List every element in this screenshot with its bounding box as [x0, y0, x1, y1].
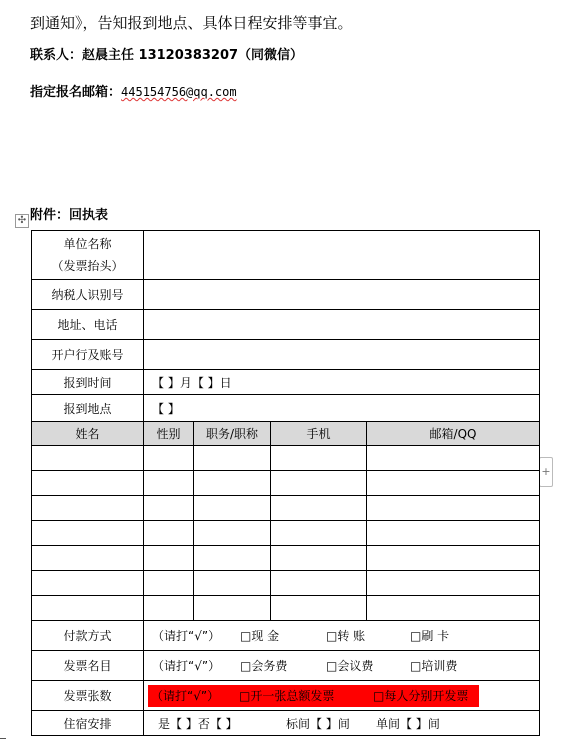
- cell-position[interactable]: [194, 471, 271, 496]
- row-attendee-header: [32, 422, 540, 446]
- page-edge-mark: [0, 738, 6, 739]
- lodging-standard-room[interactable]: 标间【 】间: [286, 716, 350, 731]
- header-position: 职务/职称: [194, 422, 271, 446]
- cell-email[interactable]: [367, 521, 540, 546]
- arrival-place-value: 【 】: [152, 401, 180, 416]
- contact-line: [30, 44, 303, 63]
- payment-note: （请打“√”）: [152, 629, 221, 643]
- invoice-item-field: [144, 651, 540, 681]
- attendee-row: [32, 521, 540, 546]
- cell-name[interactable]: [32, 446, 144, 471]
- cell-name[interactable]: [32, 546, 144, 571]
- cell-mobile[interactable]: [271, 571, 367, 596]
- tax-id-label: 纳税人识别号: [32, 280, 144, 310]
- invoice-item-note: （请打“√”）: [152, 659, 221, 673]
- row-address-phone: [32, 310, 540, 340]
- payment-option-card[interactable]: □刷 卡: [410, 629, 450, 643]
- unit-name-note: （发票抬头）: [51, 259, 124, 273]
- contact-label: 联系人：赵晨主任: [30, 48, 135, 63]
- attendee-row: [32, 496, 540, 521]
- cell-gender[interactable]: [144, 596, 194, 621]
- invoice-count-field: [144, 681, 540, 711]
- email-line: [30, 81, 237, 100]
- cell-name[interactable]: [32, 596, 144, 621]
- cell-email[interactable]: [367, 471, 540, 496]
- cell-email[interactable]: [367, 546, 540, 571]
- row-arrival-time: [32, 370, 540, 395]
- cell-position[interactable]: [194, 496, 271, 521]
- cell-mobile[interactable]: [271, 546, 367, 571]
- unit-name-label: [32, 231, 144, 280]
- payment-option-transfer[interactable]: □转 账: [326, 629, 366, 643]
- payment-method-field: [144, 621, 540, 651]
- cell-name[interactable]: [32, 471, 144, 496]
- cell-gender[interactable]: [144, 471, 194, 496]
- invoice-count-option-each[interactable]: □每人分别开发票: [373, 688, 469, 703]
- lodging-label: 住宿安排: [32, 711, 144, 736]
- invoice-count-label: 发票张数: [32, 681, 144, 711]
- cell-gender[interactable]: [144, 446, 194, 471]
- cell-position[interactable]: [194, 596, 271, 621]
- attendee-row: [32, 571, 540, 596]
- invoice-count-option-single[interactable]: □开一张总额发票: [239, 688, 335, 703]
- cell-email[interactable]: [367, 571, 540, 596]
- row-arrival-place: [32, 395, 540, 422]
- cell-email[interactable]: [367, 596, 540, 621]
- header-email-qq: 邮箱/QQ: [367, 422, 540, 446]
- header-mobile: 手机: [271, 422, 367, 446]
- invoice-option-training-fee[interactable]: □培训费: [410, 659, 458, 673]
- email-label: 指定报名邮箱：: [30, 85, 122, 100]
- header-gender: 性别: [144, 422, 194, 446]
- unit-name-text: 单位名称: [63, 237, 112, 251]
- attendee-row: [32, 596, 540, 621]
- cell-name[interactable]: [32, 571, 144, 596]
- email-address[interactable]: 445154756@qq.com: [121, 85, 237, 99]
- header-name: 姓名: [32, 422, 144, 446]
- cell-mobile[interactable]: [271, 446, 367, 471]
- address-phone-field[interactable]: [144, 310, 540, 340]
- invoice-count-note: （请打“√”）: [151, 688, 220, 703]
- arrival-place-label: 报到地点: [32, 395, 144, 422]
- intro-line: 到通知》，告知报到地点、具体日程安排等事宜。: [30, 14, 353, 32]
- cell-mobile[interactable]: [271, 471, 367, 496]
- cell-position[interactable]: [194, 546, 271, 571]
- cell-email[interactable]: [367, 496, 540, 521]
- row-unit-name: [32, 231, 540, 280]
- row-tax-id: [32, 280, 540, 310]
- invoice-item-label: 发票名目: [32, 651, 144, 681]
- row-invoice-item: [32, 651, 540, 681]
- cell-name[interactable]: [32, 496, 144, 521]
- cell-mobile[interactable]: [271, 596, 367, 621]
- add-column-plus-icon[interactable]: +: [539, 457, 553, 487]
- tax-id-field[interactable]: [144, 280, 540, 310]
- arrival-time-value: 【 】月【 】日: [152, 375, 232, 390]
- invoice-option-conference-fee[interactable]: □会务费: [240, 659, 288, 673]
- attachment-title: 附件：回执表: [30, 208, 109, 223]
- address-phone-label: 地址、电话: [32, 310, 144, 340]
- cell-gender[interactable]: [144, 546, 194, 571]
- arrival-place-field[interactable]: [144, 395, 540, 422]
- invoice-count-highlight: [148, 685, 479, 707]
- cell-gender[interactable]: [144, 571, 194, 596]
- cell-mobile[interactable]: [271, 496, 367, 521]
- attendee-row: [32, 446, 540, 471]
- attendee-row: [32, 546, 540, 571]
- cell-mobile[interactable]: [271, 521, 367, 546]
- bank-account-field[interactable]: [144, 340, 540, 370]
- invoice-option-meeting-fee[interactable]: □会议费: [326, 659, 374, 673]
- lodging-field: [144, 711, 540, 736]
- bank-account-label: 开户行及账号: [32, 340, 144, 370]
- cell-position[interactable]: [194, 446, 271, 471]
- attendee-row: [32, 471, 540, 496]
- arrival-time-label: 报到时间: [32, 370, 144, 395]
- registration-form-table: [31, 230, 540, 736]
- cell-name[interactable]: [32, 521, 144, 546]
- arrival-time-field[interactable]: [144, 370, 540, 395]
- cell-position[interactable]: [194, 521, 271, 546]
- unit-name-field[interactable]: [144, 231, 540, 280]
- row-bank-account: [32, 340, 540, 370]
- payment-option-cash[interactable]: □现 金: [240, 629, 280, 643]
- row-invoice-count: [32, 681, 540, 711]
- cell-email[interactable]: [367, 446, 540, 471]
- cell-gender[interactable]: [144, 496, 194, 521]
- contact-phone: 13120383207（同微信）: [138, 48, 304, 63]
- lodging-yes-no[interactable]: 是【 】否【 】: [158, 716, 238, 731]
- row-lodging: [32, 711, 540, 736]
- cell-gender[interactable]: [144, 521, 194, 546]
- lodging-single-room[interactable]: 单间【 】间: [376, 716, 440, 731]
- payment-method-label: 付款方式: [32, 621, 144, 651]
- row-payment-method: [32, 621, 540, 651]
- table-move-handle-icon[interactable]: ✣: [15, 214, 29, 228]
- cell-position[interactable]: [194, 571, 271, 596]
